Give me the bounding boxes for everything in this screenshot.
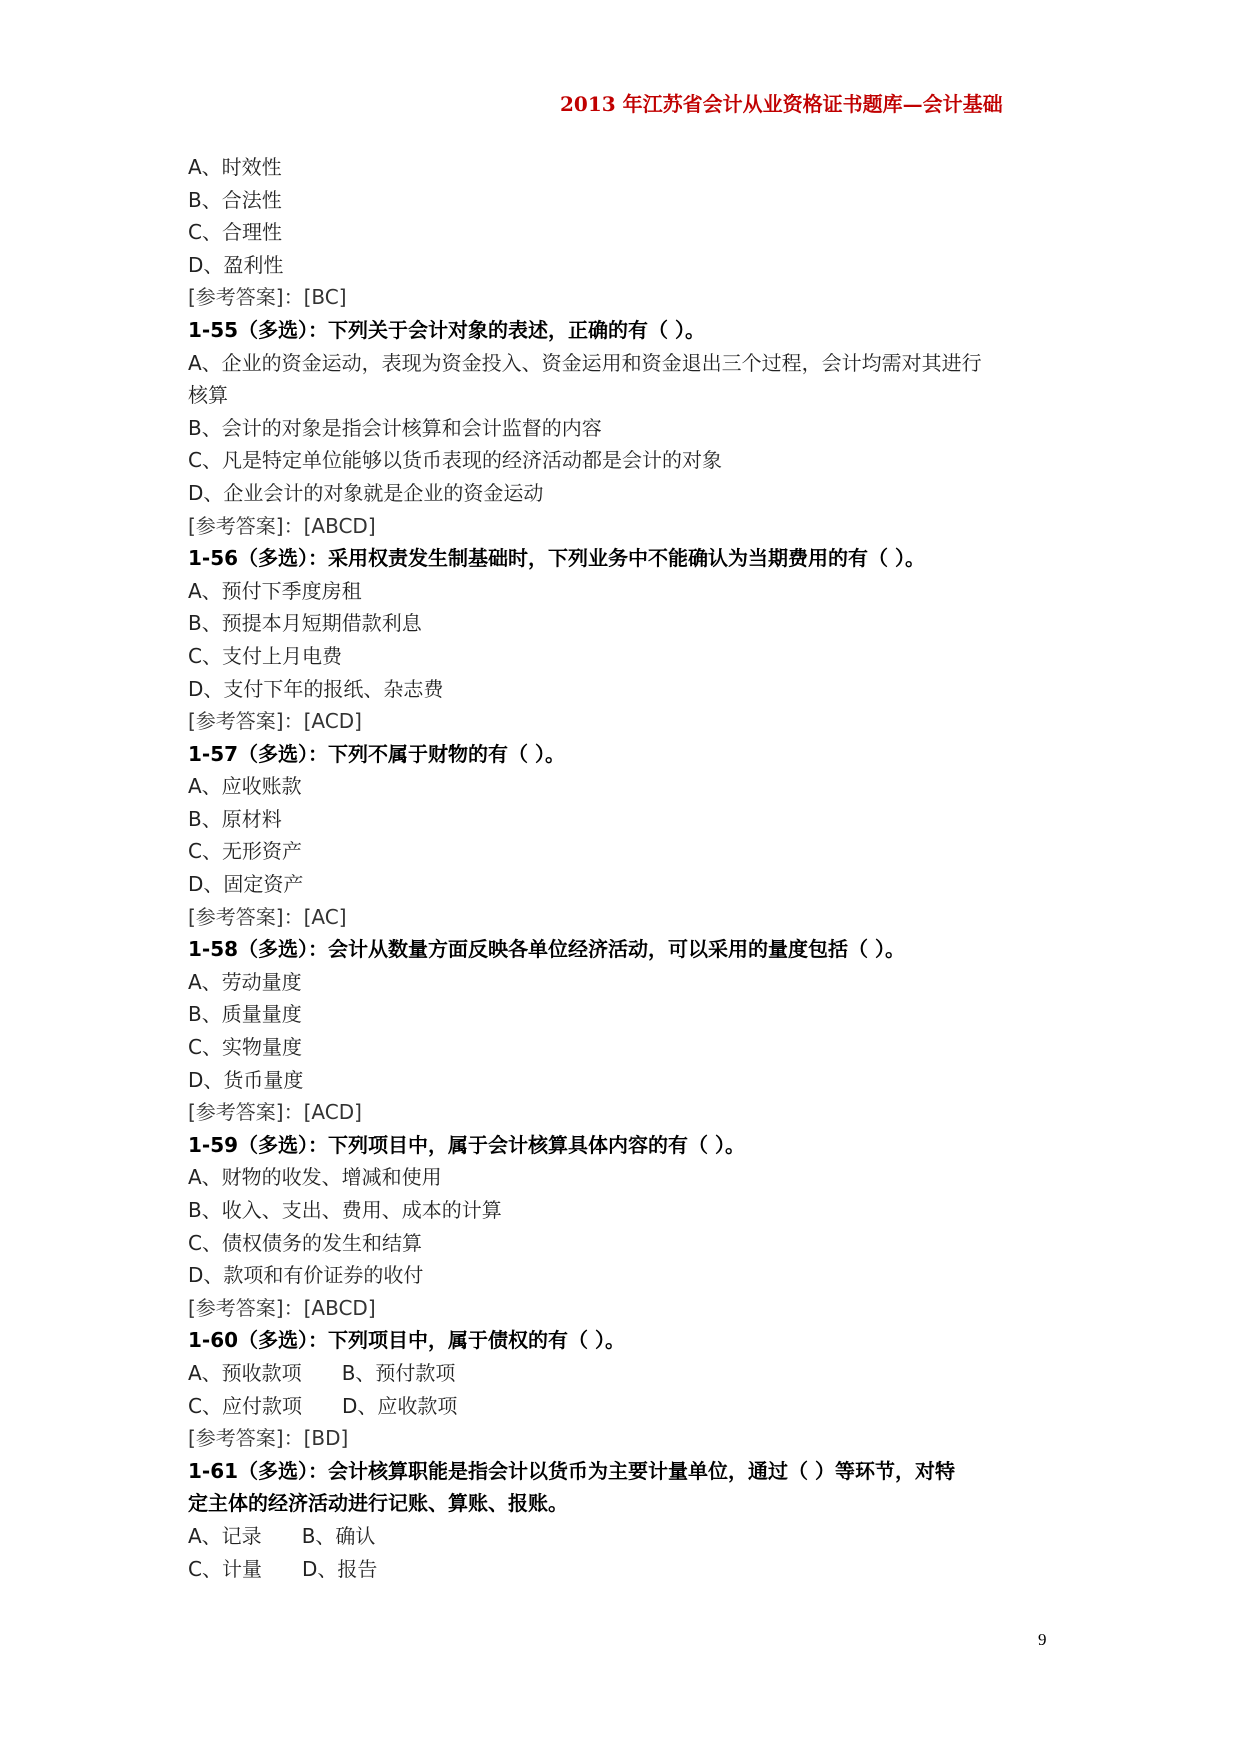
option-line: D、盈利性: [188, 252, 284, 277]
option-line: B、会计的对象是指会计核算和会计监督的内容: [188, 415, 602, 440]
option-item: A、记录: [188, 1523, 262, 1548]
option-line: [188, 1553, 1088, 1586]
question-list: [188, 151, 1088, 1585]
option-line: A、企业的资金运动，表现为资金投入、资金运用和资金退出三个过程，会计均需对其进行: [188, 350, 982, 375]
option-line: [188, 1390, 1088, 1423]
option-line: C、合理性: [188, 220, 282, 245]
option-line: C、无形资产: [188, 839, 302, 864]
option-line: B、质量量度: [188, 1002, 302, 1027]
option-line: [188, 1520, 1088, 1553]
question-text: 1-55（多选）：下列关于会计对象的表述，正确的有（ ）。: [188, 317, 706, 342]
option-item: C、计量: [188, 1556, 262, 1581]
option-line: D、企业会计的对象就是企业的资金运动: [188, 480, 544, 505]
option-line: B、原材料: [188, 806, 282, 831]
reference-answer: [参考答案]：[BD]: [188, 1426, 349, 1451]
option-line: C、实物量度: [188, 1035, 302, 1060]
reference-answer: [参考答案]：[ACD]: [188, 1100, 362, 1125]
question-text: 1-57（多选）：下列不属于财物的有（ ）。: [188, 741, 566, 766]
option-line: D、款项和有价证券的收付: [188, 1263, 424, 1288]
option-line: A、预付下季度房租: [188, 578, 362, 603]
reference-answer: [参考答案]：[ACD]: [188, 709, 362, 734]
option-item: C、应付款项: [188, 1393, 302, 1418]
page-number: 9: [1038, 1630, 1047, 1649]
option-item: D、报告: [301, 1556, 378, 1581]
question-text: 定主体的经济活动进行记账、算账、报账。: [188, 1491, 568, 1516]
option-line: A、应收账款: [188, 774, 302, 799]
option-line: A、时效性: [188, 155, 282, 179]
option-line: D、支付下年的报纸、杂志费: [188, 676, 444, 701]
option-line: D、货币量度: [188, 1067, 304, 1092]
page-header-title: 2013 年江苏省会计从业资格证书题库—会计基础: [560, 92, 1003, 116]
option-item: B、预付款项: [341, 1360, 456, 1385]
reference-answer: [参考答案]：[ABCD]: [188, 513, 376, 538]
option-item: A、预收款项: [188, 1360, 302, 1385]
option-line: A、劳动量度: [188, 969, 302, 994]
question-text: 1-59（多选）：下列项目中，属于会计核算具体内容的有（ ）。: [188, 1132, 746, 1157]
option-line: C、债权债务的发生和结算: [188, 1230, 422, 1255]
question-text: 1-58（多选）：会计从数量方面反映各单位经济活动，可以采用的量度包括（ ）。: [188, 937, 906, 962]
question-text: 1-61（多选）：会计核算职能是指会计以货币为主要计量单位，通过（ ）等环节，对特: [188, 1458, 956, 1483]
option-line: D、固定资产: [188, 872, 304, 897]
question-text: 1-56（多选）：采用权责发生制基础时，下列业务中不能确认为当期费用的有（ ）。: [188, 546, 926, 571]
option-line: C、凡是特定单位能够以货币表现的经济活动都是会计的对象: [188, 448, 722, 473]
option-item: B、确认: [301, 1523, 376, 1548]
question-text: 1-60（多选）：下列项目中，属于债权的有（ ）。: [188, 1328, 626, 1353]
option-line: B、预提本月短期借款利息: [188, 611, 422, 636]
reference-answer: [参考答案]：[ABCD]: [188, 1295, 376, 1320]
option-line: [188, 1357, 1088, 1390]
option-line: B、合法性: [188, 187, 282, 212]
option-line: B、收入、支出、费用、成本的计算: [188, 1198, 502, 1222]
reference-answer: [参考答案]：[BC]: [188, 285, 347, 310]
reference-answer: [参考答案]：[AC]: [188, 904, 347, 929]
option-line: A、财物的收发、增减和使用: [188, 1165, 442, 1190]
option-item: D、应收款项: [341, 1393, 458, 1418]
option-line: 核算: [188, 383, 228, 408]
option-line: C、支付上月电费: [188, 643, 342, 668]
